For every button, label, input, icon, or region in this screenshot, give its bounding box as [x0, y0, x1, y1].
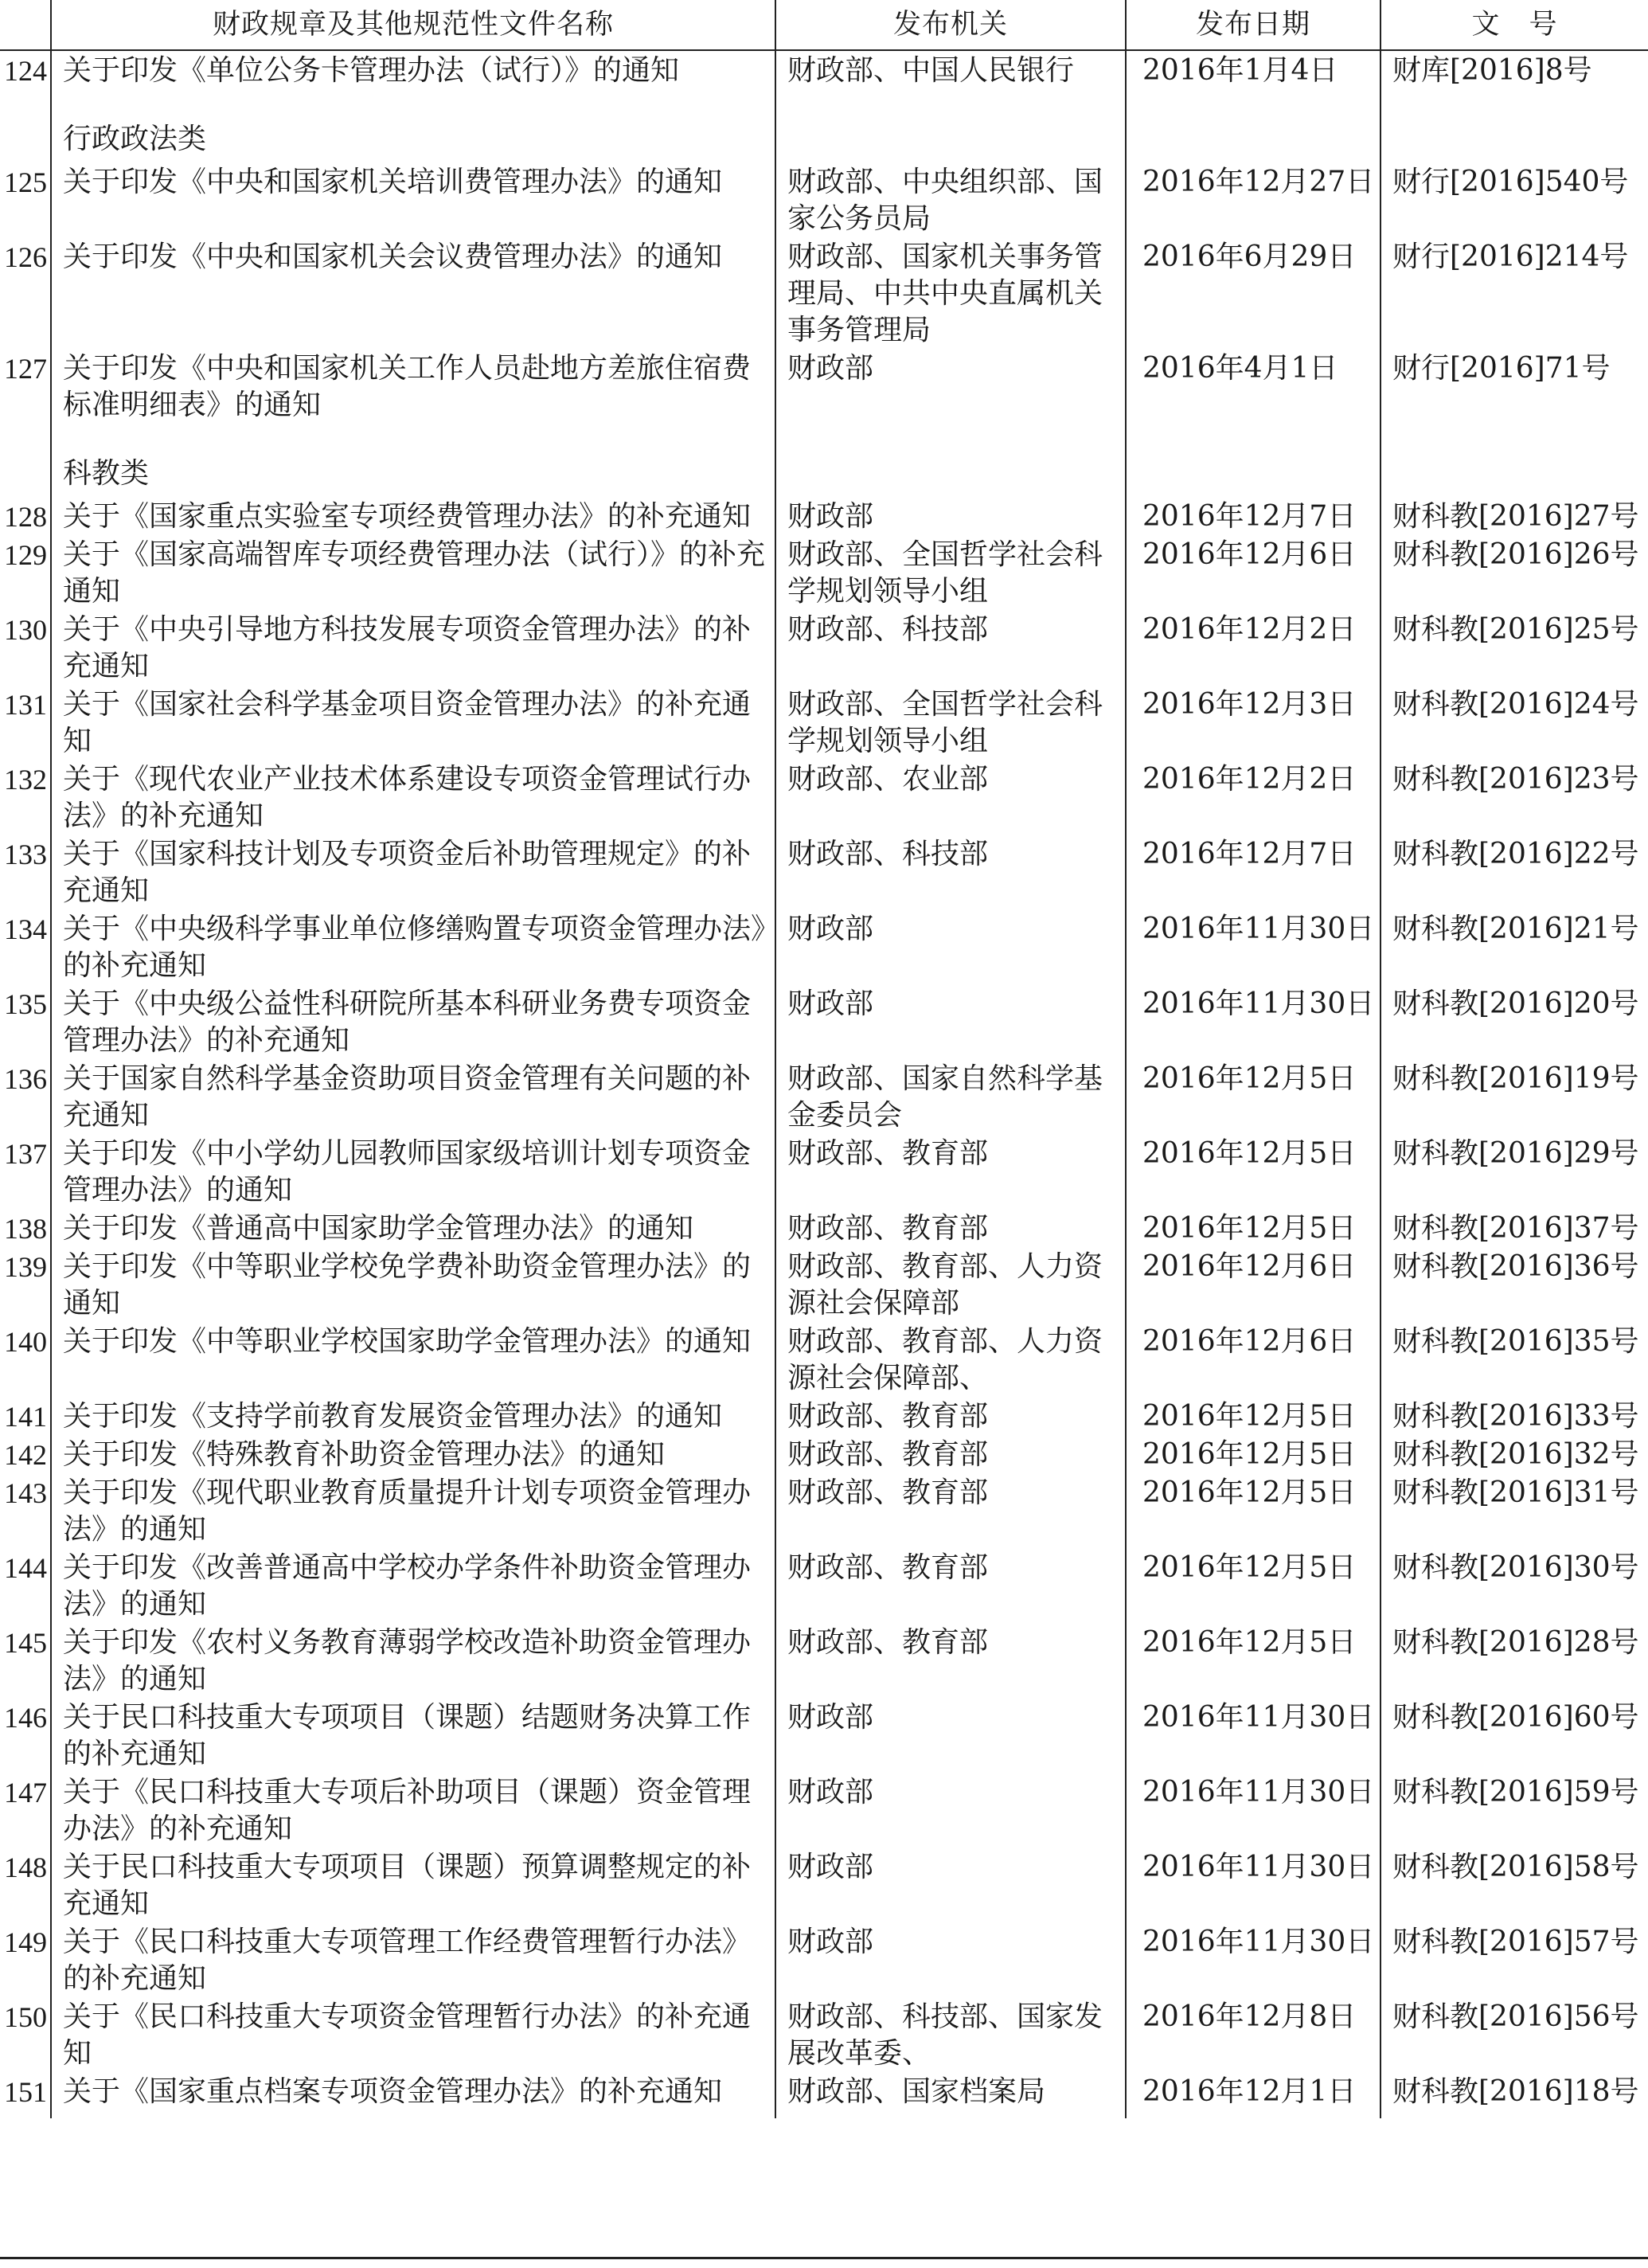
issuing-authority: 财政部、教育部、人力资源社会保障部、 [775, 1322, 1126, 1397]
row-number: 124 [4, 55, 47, 87]
row-number: 135 [4, 988, 47, 1020]
issue-date: 2016年11月30日 [1126, 909, 1380, 984]
issue-date: 2016年6月29日 [1126, 237, 1380, 349]
issue-date: 2016年12月5日 [1126, 1473, 1380, 1548]
issuing-authority: 财政部、农业部 [775, 760, 1126, 835]
row-number: 138 [4, 1213, 47, 1245]
table-row [0, 1397, 1648, 1435]
document-number: 财科教[2016]58号 [1380, 1848, 1648, 1922]
issue-date: 2016年11月30日 [1126, 1848, 1380, 1922]
row-number: 151 [4, 2076, 47, 2108]
row-number: 143 [4, 1477, 47, 1509]
table-row [0, 1435, 1648, 1473]
issue-date: 2016年12月5日 [1126, 1397, 1380, 1435]
document-number: 财科教[2016]31号 [1380, 1473, 1648, 1548]
category-empty-docno [1380, 89, 1648, 162]
document-title: 关于印发《改善普通高中学校办学条件补助资金管理办法》的通知 [51, 1548, 775, 1623]
issuing-authority: 财政部、教育部 [775, 1397, 1126, 1435]
issuing-authority: 财政部、全国哲学社会科学规划领导小组 [775, 685, 1126, 760]
row-number: 130 [4, 614, 47, 646]
document-title: 关于《中央级科学事业单位修缮购置专项资金管理办法》的补充通知 [51, 909, 775, 984]
issuing-authority: 财政部、科技部 [775, 610, 1126, 685]
header-date: 发布日期 [1126, 0, 1380, 50]
table-row [0, 1698, 1648, 1773]
row-number: 139 [4, 1251, 47, 1283]
header-number [0, 0, 51, 50]
header-row [0, 0, 1648, 50]
issuing-authority: 财政部 [775, 1922, 1126, 1997]
category-empty-docno [1380, 424, 1648, 497]
issuing-authority: 财政部、教育部 [775, 1623, 1126, 1698]
category-label: 科教类 [51, 424, 775, 497]
category-row [0, 89, 1648, 162]
table-row [0, 610, 1648, 685]
document-number: 财库[2016]8号 [1380, 50, 1648, 89]
header-docno: 文 号 [1380, 0, 1648, 50]
document-number: 财行[2016]214号 [1380, 237, 1648, 349]
row-number: 149 [4, 1926, 47, 1958]
document-title: 关于印发《支持学前教育发展资金管理办法》的通知 [51, 1397, 775, 1435]
issuing-authority: 财政部、教育部 [775, 1435, 1126, 1473]
table-row [0, 237, 1648, 349]
issuing-authority: 财政部 [775, 1848, 1126, 1922]
issue-date: 2016年12月5日 [1126, 1134, 1380, 1209]
table-row [0, 909, 1648, 984]
row-number: 148 [4, 1852, 47, 1883]
row-number: 136 [4, 1063, 47, 1095]
header-issuer: 发布机关 [775, 0, 1126, 50]
document-number: 财科教[2016]29号 [1380, 1134, 1648, 1209]
row-number: 127 [4, 353, 47, 385]
table-row [0, 1623, 1648, 1698]
table-body [0, 50, 1648, 2118]
document-title: 关于印发《特殊教育补助资金管理办法》的通知 [51, 1435, 775, 1473]
table-row [0, 1848, 1648, 1922]
document-title: 关于《现代农业产业技术体系建设专项资金管理试行办法》的补充通知 [51, 760, 775, 835]
issuing-authority: 财政部 [775, 909, 1126, 984]
document-number: 财科教[2016]20号 [1380, 984, 1648, 1059]
row-number: 132 [4, 764, 47, 796]
row-number: 145 [4, 1627, 47, 1659]
document-title: 关于《民口科技重大专项后补助项目（课题）资金管理办法》的补充通知 [51, 1773, 775, 1848]
issue-date: 2016年12月3日 [1126, 685, 1380, 760]
document-number: 财科教[2016]35号 [1380, 1322, 1648, 1397]
issuing-authority: 财政部、科技部、国家发展改革委、 [775, 1997, 1126, 2072]
issue-date: 2016年12月5日 [1126, 1548, 1380, 1623]
document-number: 财科教[2016]26号 [1380, 535, 1648, 610]
document-title: 关于印发《农村义务教育薄弱学校改造补助资金管理办法》的通知 [51, 1623, 775, 1698]
row-number: 150 [4, 2001, 47, 2033]
document-number: 财科教[2016]19号 [1380, 1059, 1648, 1134]
row-number: 142 [4, 1439, 47, 1471]
row-number: 126 [4, 241, 47, 273]
table-row [0, 535, 1648, 610]
document-title: 关于《国家重点档案专项资金管理办法》的补充通知 [51, 2072, 775, 2118]
table-row [0, 1247, 1648, 1322]
row-number: 141 [4, 1401, 47, 1433]
category-empty-date [1126, 424, 1380, 497]
document-number: 财科教[2016]23号 [1380, 760, 1648, 835]
issue-date: 2016年11月30日 [1126, 984, 1380, 1059]
issue-date: 2016年11月30日 [1126, 1773, 1380, 1848]
table-row [0, 1059, 1648, 1134]
document-number: 财科教[2016]32号 [1380, 1435, 1648, 1473]
category-label: 行政政法类 [51, 89, 775, 162]
document-title: 关于印发《中央和国家机关工作人员赴地方差旅住宿费标准明细表》的通知 [51, 349, 775, 424]
row-number: 147 [4, 1777, 47, 1809]
table-row [0, 162, 1648, 237]
bottom-rule [0, 2257, 1648, 2259]
category-row [0, 424, 1648, 497]
document-number: 财行[2016]540号 [1380, 162, 1648, 237]
row-number: 131 [4, 689, 47, 721]
issuing-authority: 财政部 [775, 984, 1126, 1059]
issuing-authority: 财政部、国家机关事务管理局、中共中央直属机关事务管理局 [775, 237, 1126, 349]
document-number: 财科教[2016]37号 [1380, 1209, 1648, 1247]
category-number-cell [0, 424, 51, 497]
document-title: 关于《国家科技计划及专项资金后补助管理规定》的补充通知 [51, 835, 775, 909]
document-number: 财科教[2016]59号 [1380, 1773, 1648, 1848]
table-row [0, 760, 1648, 835]
table-row [0, 349, 1648, 424]
table-row [0, 1773, 1648, 1848]
issue-date: 2016年12月1日 [1126, 2072, 1380, 2118]
issue-date: 2016年11月30日 [1126, 1922, 1380, 1997]
document-title: 关于印发《单位公务卡管理办法（试行）》的通知 [51, 50, 775, 89]
document-number: 财科教[2016]36号 [1380, 1247, 1648, 1322]
issuing-authority: 财政部、教育部 [775, 1548, 1126, 1623]
document-number: 财科教[2016]28号 [1380, 1623, 1648, 1698]
table-header [0, 0, 1648, 50]
issuing-authority: 财政部、教育部 [775, 1473, 1126, 1548]
row-number: 146 [4, 1702, 47, 1734]
document-title: 关于印发《中央和国家机关会议费管理办法》的通知 [51, 237, 775, 349]
document-title: 关于印发《现代职业教育质量提升计划专项资金管理办法》的通知 [51, 1473, 775, 1548]
table-row [0, 50, 1648, 89]
document-number: 财科教[2016]30号 [1380, 1548, 1648, 1623]
issue-date: 2016年12月5日 [1126, 1435, 1380, 1473]
issuing-authority: 财政部、国家档案局 [775, 2072, 1126, 2118]
header-title: 财政规章及其他规范性文件名称 [51, 0, 775, 50]
document-title: 关于民口科技重大专项项目（课题）预算调整规定的补充通知 [51, 1848, 775, 1922]
issuing-authority: 财政部、中央组织部、国家公务员局 [775, 162, 1126, 237]
row-number: 140 [4, 1326, 47, 1358]
issuing-authority: 财政部 [775, 1698, 1126, 1773]
table-row [0, 1922, 1648, 1997]
document-number: 财科教[2016]56号 [1380, 1997, 1648, 2072]
row-number: 133 [4, 839, 47, 870]
table-row [0, 2072, 1648, 2118]
issue-date: 2016年12月5日 [1126, 1623, 1380, 1698]
document-number: 财科教[2016]21号 [1380, 909, 1648, 984]
document-title: 关于《国家重点实验室专项经费管理办法》的补充通知 [51, 497, 775, 535]
issuing-authority: 财政部 [775, 497, 1126, 535]
issuing-authority: 财政部、中国人民银行 [775, 50, 1126, 89]
table-row [0, 984, 1648, 1059]
table-row [0, 835, 1648, 909]
issuing-authority: 财政部 [775, 349, 1126, 424]
category-empty-date [1126, 89, 1380, 162]
document-number: 财科教[2016]24号 [1380, 685, 1648, 760]
document-title: 关于《民口科技重大专项管理工作经费管理暂行办法》的补充通知 [51, 1922, 775, 1997]
document-title: 关于国家自然科学基金资助项目资金管理有关问题的补充通知 [51, 1059, 775, 1134]
issuing-authority: 财政部、科技部 [775, 835, 1126, 909]
document-number: 财科教[2016]57号 [1380, 1922, 1648, 1997]
row-number: 129 [4, 539, 47, 571]
document-title: 关于《民口科技重大专项资金管理暂行办法》的补充通知 [51, 1997, 775, 2072]
table-row [0, 497, 1648, 535]
document-title: 关于印发《中等职业学校国家助学金管理办法》的通知 [51, 1322, 775, 1397]
issuing-authority: 财政部、教育部 [775, 1134, 1126, 1209]
document-title: 关于《中央引导地方科技发展专项资金管理办法》的补充通知 [51, 610, 775, 685]
issue-date: 2016年12月7日 [1126, 497, 1380, 535]
category-empty-issuer [775, 424, 1126, 497]
issue-date: 2016年12月27日 [1126, 162, 1380, 237]
issue-date: 2016年12月5日 [1126, 1059, 1380, 1134]
row-number: 134 [4, 913, 47, 945]
issuing-authority: 财政部 [775, 1773, 1126, 1848]
document-title: 关于印发《普通高中国家助学金管理办法》的通知 [51, 1209, 775, 1247]
document-title: 关于《国家高端智库专项经费管理办法（试行）》的补充通知 [51, 535, 775, 610]
document-title: 关于民口科技重大专项项目（课题）结题财务决算工作的补充通知 [51, 1698, 775, 1773]
issuing-authority: 财政部、教育部 [775, 1209, 1126, 1247]
issue-date: 2016年12月7日 [1126, 835, 1380, 909]
document-number: 财科教[2016]22号 [1380, 835, 1648, 909]
issuing-authority: 财政部、全国哲学社会科学规划领导小组 [775, 535, 1126, 610]
issuing-authority: 财政部、教育部、人力资源社会保障部 [775, 1247, 1126, 1322]
document-title: 关于印发《中等职业学校免学费补助资金管理办法》的通知 [51, 1247, 775, 1322]
row-number: 144 [4, 1552, 47, 1584]
table-row [0, 1997, 1648, 2072]
issue-date: 2016年12月6日 [1126, 535, 1380, 610]
row-number: 125 [4, 166, 47, 198]
document-number: 财科教[2016]25号 [1380, 610, 1648, 685]
document-title: 关于印发《中央和国家机关培训费管理办法》的通知 [51, 162, 775, 237]
document-number: 财科教[2016]60号 [1380, 1698, 1648, 1773]
document-number: 财行[2016]71号 [1380, 349, 1648, 424]
issue-date: 2016年12月6日 [1126, 1322, 1380, 1397]
document-number: 财科教[2016]33号 [1380, 1397, 1648, 1435]
table-row [0, 1209, 1648, 1247]
table-row [0, 1473, 1648, 1548]
issue-date: 2016年12月2日 [1126, 610, 1380, 685]
document-title: 关于《国家社会科学基金项目资金管理办法》的补充通知 [51, 685, 775, 760]
document-number: 财科教[2016]18号 [1380, 2072, 1648, 2118]
category-empty-issuer [775, 89, 1126, 162]
issue-date: 2016年1月4日 [1126, 50, 1380, 89]
table-row [0, 1548, 1648, 1623]
table-row [0, 1322, 1648, 1397]
issue-date: 2016年12月5日 [1126, 1209, 1380, 1247]
issue-date: 2016年4月1日 [1126, 349, 1380, 424]
issue-date: 2016年11月30日 [1126, 1698, 1380, 1773]
table-row [0, 1134, 1648, 1209]
row-number: 128 [4, 501, 47, 533]
issue-date: 2016年12月6日 [1126, 1247, 1380, 1322]
document-number: 财科教[2016]27号 [1380, 497, 1648, 535]
table-row [0, 685, 1648, 760]
issuing-authority: 财政部、国家自然科学基金委员会 [775, 1059, 1126, 1134]
issue-date: 2016年12月8日 [1126, 1997, 1380, 2072]
issue-date: 2016年12月2日 [1126, 760, 1380, 835]
document-title: 关于印发《中小学幼儿园教师国家级培训计划专项资金管理办法》的通知 [51, 1134, 775, 1209]
row-number: 137 [4, 1138, 47, 1170]
document-title: 关于《中央级公益性科研院所基本科研业务费专项资金管理办法》的补充通知 [51, 984, 775, 1059]
category-number-cell [0, 89, 51, 162]
